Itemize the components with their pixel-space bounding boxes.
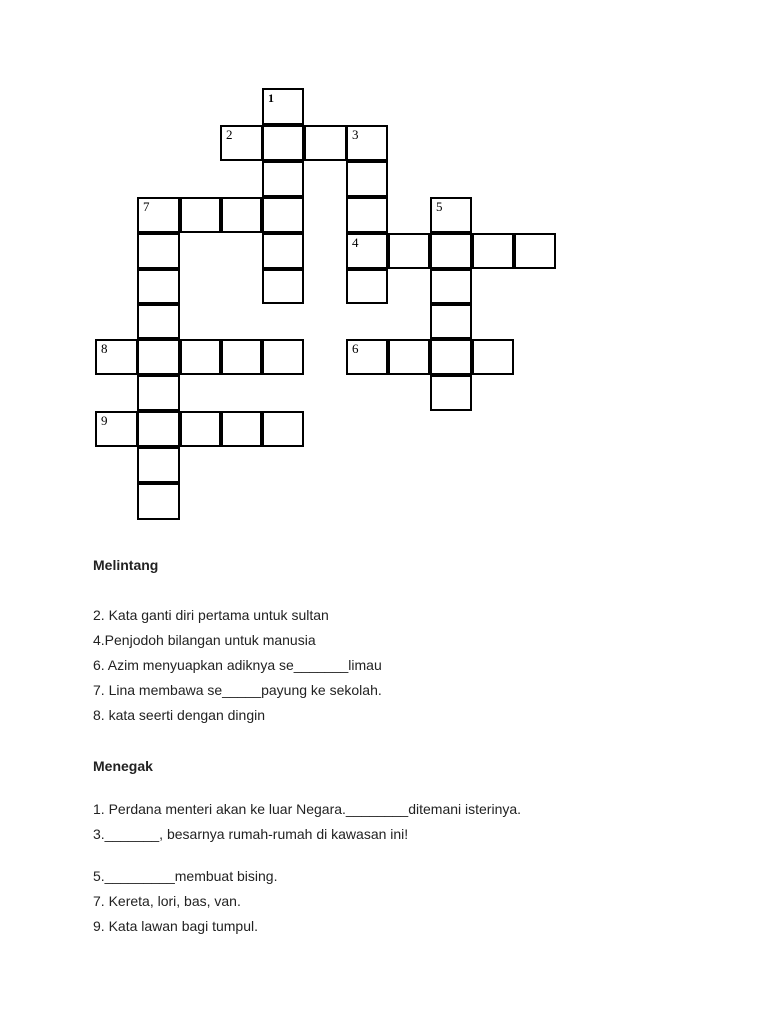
crossword-cell — [221, 411, 262, 447]
down-clue-9: 9. Kata lawan bagi tumpul. — [93, 918, 258, 934]
crossword-cell — [221, 197, 262, 233]
crossword-cell — [137, 447, 180, 483]
down-heading: Menegak — [93, 758, 153, 774]
crossword-cell — [472, 233, 514, 269]
crossword-cell — [262, 339, 304, 375]
crossword-cell — [346, 197, 388, 233]
down-clue-1: 1. Perdana menteri akan ke luar Negara.________ditemani isterinya. — [93, 801, 522, 817]
crossword-cell — [388, 233, 430, 269]
crossword-cell — [221, 339, 262, 375]
crossword-cell-4 — [346, 233, 388, 269]
crossword-cell-5 — [430, 197, 472, 233]
clue-number: 1 — [268, 91, 274, 105]
clue-number: 2 — [226, 127, 233, 142]
across-clue-2: 2. Kata ganti diri pertama untuk sultan — [93, 607, 329, 623]
crossword-cell — [180, 339, 221, 375]
crossword-cell — [180, 411, 221, 447]
crossword-cell — [430, 304, 472, 339]
crossword-cell-8 — [95, 339, 138, 375]
crossword-cell — [262, 233, 304, 269]
crossword-cell — [180, 197, 221, 233]
across-clue-7: 7. Lina membawa se_____payung ke sekolah. — [93, 682, 382, 698]
crossword-cell — [430, 339, 472, 375]
crossword-cell — [472, 339, 514, 375]
crossword-cell — [430, 269, 472, 304]
clue-number: 8 — [101, 341, 108, 356]
crossword-cell-7 — [137, 197, 180, 233]
clue-number: 6 — [352, 341, 359, 356]
clue-number: 4 — [352, 235, 359, 250]
crossword-cell — [388, 339, 430, 375]
crossword-cell-2 — [220, 125, 263, 161]
down-clue-7: 7. Kereta, lori, bas, van. — [93, 893, 241, 909]
crossword-cell — [137, 304, 180, 339]
crossword-cell-1 — [262, 88, 304, 125]
down-clue-3: 3._______, besarnya rumah-rumah di kawasan ini! — [93, 826, 409, 842]
crossword-cell — [514, 233, 556, 269]
crossword-cell-6 — [346, 339, 388, 375]
crossword-cell-9 — [95, 411, 138, 447]
crossword-cell — [430, 233, 472, 269]
across-clue-6: 6. Azim menyuapkan adiknya se_______limau — [93, 657, 382, 673]
across-clue-8: 8. kata seerti dengan dingin — [93, 707, 266, 723]
down-clue-5: 5._________membuat bising. — [93, 868, 278, 884]
clue-number: 7 — [143, 199, 150, 214]
clue-number: 5 — [436, 199, 443, 214]
across-clue-4: 4.Penjodoh bilangan untuk manusia — [93, 632, 316, 648]
crossword-cell — [304, 125, 347, 161]
crossword-cell — [262, 197, 304, 233]
crossword-cell — [137, 411, 180, 447]
crossword-cell — [262, 125, 304, 161]
crossword-cell — [430, 375, 472, 411]
crossword-cell — [262, 161, 304, 197]
crossword-cell — [137, 375, 180, 411]
crossword-cell — [262, 269, 304, 304]
clue-number: 3 — [352, 127, 359, 142]
crossword-cell — [346, 269, 388, 304]
crossword-cell — [137, 269, 180, 304]
crossword-cell — [137, 339, 180, 375]
crossword-cell — [137, 483, 180, 520]
across-heading: Melintang — [93, 557, 159, 573]
crossword-cell — [137, 233, 180, 269]
clue-number: 9 — [101, 413, 108, 428]
crossword-cell-3 — [346, 125, 388, 161]
crossword-cell — [346, 161, 388, 197]
crossword-cell — [262, 411, 304, 447]
